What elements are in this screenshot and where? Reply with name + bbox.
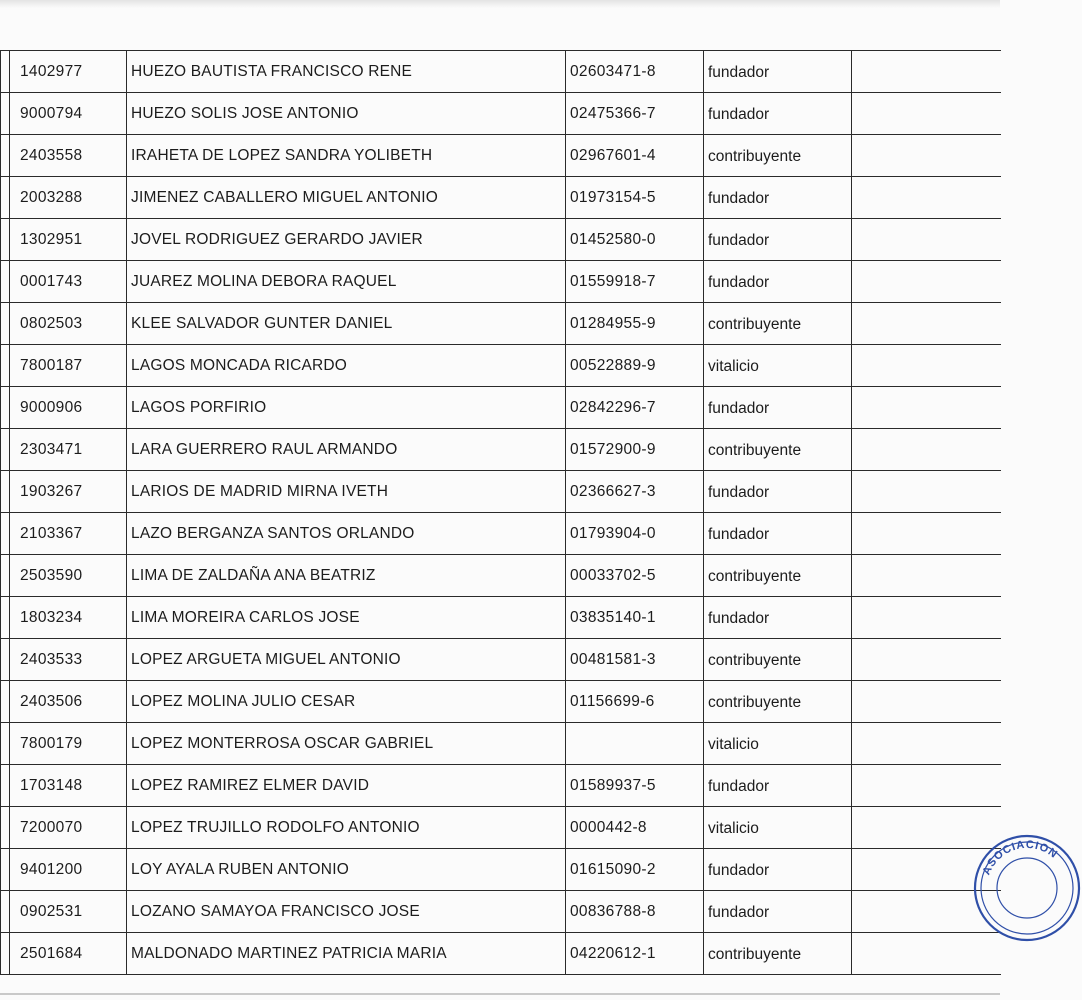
row-margin-cell [1, 345, 10, 387]
member-name-cell: LOZANO SAMAYOA FRANCISCO JOSE [127, 891, 566, 933]
member-name-cell: IRAHETA DE LOPEZ SANDRA YOLIBETH [127, 135, 566, 177]
member-type-cell: fundador [704, 93, 852, 135]
member-id-cell: 01452580-0 [566, 219, 704, 261]
row-margin-cell [1, 513, 10, 555]
seal-inner-ring [997, 858, 1057, 918]
row-margin-cell [1, 933, 10, 975]
scan-top-edge [0, 0, 1000, 8]
member-code-cell: 2003288 [10, 177, 127, 219]
association-seal-stamp [972, 833, 1082, 943]
member-name-cell: JOVEL RODRIGUEZ GERARDO JAVIER [127, 219, 566, 261]
member-name-cell: LOPEZ MOLINA JULIO CESAR [127, 681, 566, 723]
member-id-cell: 01559918-7 [566, 261, 704, 303]
member-name-cell: LOPEZ RAMIREZ ELMER DAVID [127, 765, 566, 807]
blank-cell [852, 51, 1001, 93]
member-code-cell: 7200070 [10, 807, 127, 849]
member-type-cell: contribuyente [704, 639, 852, 681]
blank-cell [852, 681, 1001, 723]
table-row [1, 933, 1001, 975]
member-type-cell: fundador [704, 765, 852, 807]
blank-cell [852, 597, 1001, 639]
member-code-cell: 2103367 [10, 513, 127, 555]
member-name-cell: KLEE SALVADOR GUNTER DANIEL [127, 303, 566, 345]
member-type-cell: fundador [704, 387, 852, 429]
table-row [1, 93, 1001, 135]
table-row [1, 513, 1001, 555]
member-code-cell: 1903267 [10, 471, 127, 513]
member-code-cell: 0802503 [10, 303, 127, 345]
member-id-cell: 01973154-5 [566, 177, 704, 219]
row-margin-cell [1, 93, 10, 135]
member-id-cell: 04220612-1 [566, 933, 704, 975]
member-name-cell: HUEZO BAUTISTA FRANCISCO RENE [127, 51, 566, 93]
member-name-cell: LAGOS MONCADA RICARDO [127, 345, 566, 387]
row-margin-cell [1, 51, 10, 93]
blank-cell [852, 723, 1001, 765]
member-id-cell: 02603471-8 [566, 51, 704, 93]
member-id-cell: 01589937-5 [566, 765, 704, 807]
member-type-cell: fundador [704, 177, 852, 219]
table-row [1, 219, 1001, 261]
member-type-cell: contribuyente [704, 555, 852, 597]
blank-cell [852, 429, 1001, 471]
blank-cell [852, 303, 1001, 345]
member-code-cell: 2403533 [10, 639, 127, 681]
row-margin-cell [1, 807, 10, 849]
member-id-cell: 03835140-1 [566, 597, 704, 639]
member-table [0, 50, 1001, 975]
blank-cell [852, 387, 1001, 429]
member-name-cell: HUEZO SOLIS JOSE ANTONIO [127, 93, 566, 135]
blank-cell [852, 765, 1001, 807]
member-id-cell: 01284955-9 [566, 303, 704, 345]
member-code-cell: 1402977 [10, 51, 127, 93]
table-row [1, 261, 1001, 303]
blank-cell [852, 135, 1001, 177]
member-type-cell: fundador [704, 891, 852, 933]
row-margin-cell [1, 261, 10, 303]
member-code-cell: 7800187 [10, 345, 127, 387]
member-name-cell: LOPEZ ARGUETA MIGUEL ANTONIO [127, 639, 566, 681]
row-margin-cell [1, 387, 10, 429]
member-type-cell: fundador [704, 597, 852, 639]
member-name-cell: JIMENEZ CABALLERO MIGUEL ANTONIO [127, 177, 566, 219]
member-name-cell: MALDONADO MARTINEZ PATRICIA MARIA [127, 933, 566, 975]
member-name-cell: LARA GUERRERO RAUL ARMANDO [127, 429, 566, 471]
member-id-cell: 01572900-9 [566, 429, 704, 471]
member-code-cell: 7800179 [10, 723, 127, 765]
member-code-cell: 2501684 [10, 933, 127, 975]
blank-cell [852, 471, 1001, 513]
member-name-cell: LIMA DE ZALDAÑA ANA BEATRIZ [127, 555, 566, 597]
member-id-cell: 00481581-3 [566, 639, 704, 681]
table-row [1, 597, 1001, 639]
member-code-cell: 2403506 [10, 681, 127, 723]
blank-cell [852, 93, 1001, 135]
member-type-cell: fundador [704, 219, 852, 261]
member-id-cell: 00033702-5 [566, 555, 704, 597]
member-id-cell: 02967601-4 [566, 135, 704, 177]
member-name-cell: LARIOS DE MADRID MIRNA IVETH [127, 471, 566, 513]
blank-cell [852, 261, 1001, 303]
row-margin-cell [1, 597, 10, 639]
member-id-cell: 01615090-2 [566, 849, 704, 891]
member-type-cell: contribuyente [704, 429, 852, 471]
row-margin-cell [1, 429, 10, 471]
table-row [1, 765, 1001, 807]
row-margin-cell [1, 135, 10, 177]
row-margin-cell [1, 303, 10, 345]
table-row [1, 429, 1001, 471]
member-id-cell: 00522889-9 [566, 345, 704, 387]
row-margin-cell [1, 177, 10, 219]
table-row [1, 555, 1001, 597]
member-code-cell: 9000794 [10, 93, 127, 135]
member-type-cell: fundador [704, 849, 852, 891]
member-name-cell: LIMA MOREIRA CARLOS JOSE [127, 597, 566, 639]
member-name-cell: LAZO BERGANZA SANTOS ORLANDO [127, 513, 566, 555]
row-margin-cell [1, 219, 10, 261]
member-code-cell: 1302951 [10, 219, 127, 261]
member-id-cell [566, 723, 704, 765]
table-row [1, 303, 1001, 345]
row-margin-cell [1, 891, 10, 933]
seal-text: ASOCIACION [980, 838, 1060, 877]
row-margin-cell [1, 681, 10, 723]
member-name-cell: LAGOS PORFIRIO [127, 387, 566, 429]
table-row [1, 177, 1001, 219]
table-row [1, 639, 1001, 681]
member-id-cell: 01156699-6 [566, 681, 704, 723]
table-row [1, 723, 1001, 765]
member-code-cell: 9401200 [10, 849, 127, 891]
member-type-cell: contribuyente [704, 303, 852, 345]
table-row [1, 849, 1001, 891]
member-name-cell: LOPEZ TRUJILLO RODOLFO ANTONIO [127, 807, 566, 849]
table-row [1, 51, 1001, 93]
member-code-cell: 2403558 [10, 135, 127, 177]
row-margin-cell [1, 765, 10, 807]
member-code-cell: 2303471 [10, 429, 127, 471]
table-row [1, 891, 1001, 933]
member-type-cell: vitalicio [704, 807, 852, 849]
member-code-cell: 1803234 [10, 597, 127, 639]
member-id-cell: 0000442-8 [566, 807, 704, 849]
blank-cell [852, 345, 1001, 387]
member-code-cell: 9000906 [10, 387, 127, 429]
member-type-cell: fundador [704, 513, 852, 555]
member-code-cell: 0902531 [10, 891, 127, 933]
member-id-cell: 00836788-8 [566, 891, 704, 933]
member-type-cell: vitalicio [704, 345, 852, 387]
member-type-cell: fundador [704, 261, 852, 303]
blank-cell [852, 555, 1001, 597]
table-row [1, 681, 1001, 723]
member-id-cell: 02475366-7 [566, 93, 704, 135]
member-type-cell: fundador [704, 51, 852, 93]
member-type-cell: vitalicio [704, 723, 852, 765]
member-table-body [1, 51, 1001, 975]
member-id-cell: 02842296-7 [566, 387, 704, 429]
member-code-cell: 2503590 [10, 555, 127, 597]
blank-cell [852, 177, 1001, 219]
row-margin-cell [1, 555, 10, 597]
table-row [1, 471, 1001, 513]
member-id-cell: 01793904-0 [566, 513, 704, 555]
blank-cell [852, 513, 1001, 555]
member-name-cell: LOPEZ MONTERROSA OSCAR GABRIEL [127, 723, 566, 765]
blank-cell [852, 219, 1001, 261]
member-type-cell: contribuyente [704, 933, 852, 975]
scan-bottom-edge [0, 993, 1000, 995]
member-code-cell: 1703148 [10, 765, 127, 807]
member-type-cell: fundador [704, 471, 852, 513]
row-margin-cell [1, 723, 10, 765]
member-code-cell: 0001743 [10, 261, 127, 303]
blank-cell [852, 639, 1001, 681]
member-type-cell: contribuyente [704, 681, 852, 723]
table-row [1, 807, 1001, 849]
row-margin-cell [1, 639, 10, 681]
row-margin-cell [1, 849, 10, 891]
table-row [1, 135, 1001, 177]
table-row [1, 387, 1001, 429]
member-name-cell: JUAREZ MOLINA DEBORA RAQUEL [127, 261, 566, 303]
seal-outer-ring [975, 836, 1079, 940]
member-name-cell: LOY AYALA RUBEN ANTONIO [127, 849, 566, 891]
member-type-cell: contribuyente [704, 135, 852, 177]
table-row [1, 345, 1001, 387]
row-margin-cell [1, 471, 10, 513]
member-id-cell: 02366627-3 [566, 471, 704, 513]
